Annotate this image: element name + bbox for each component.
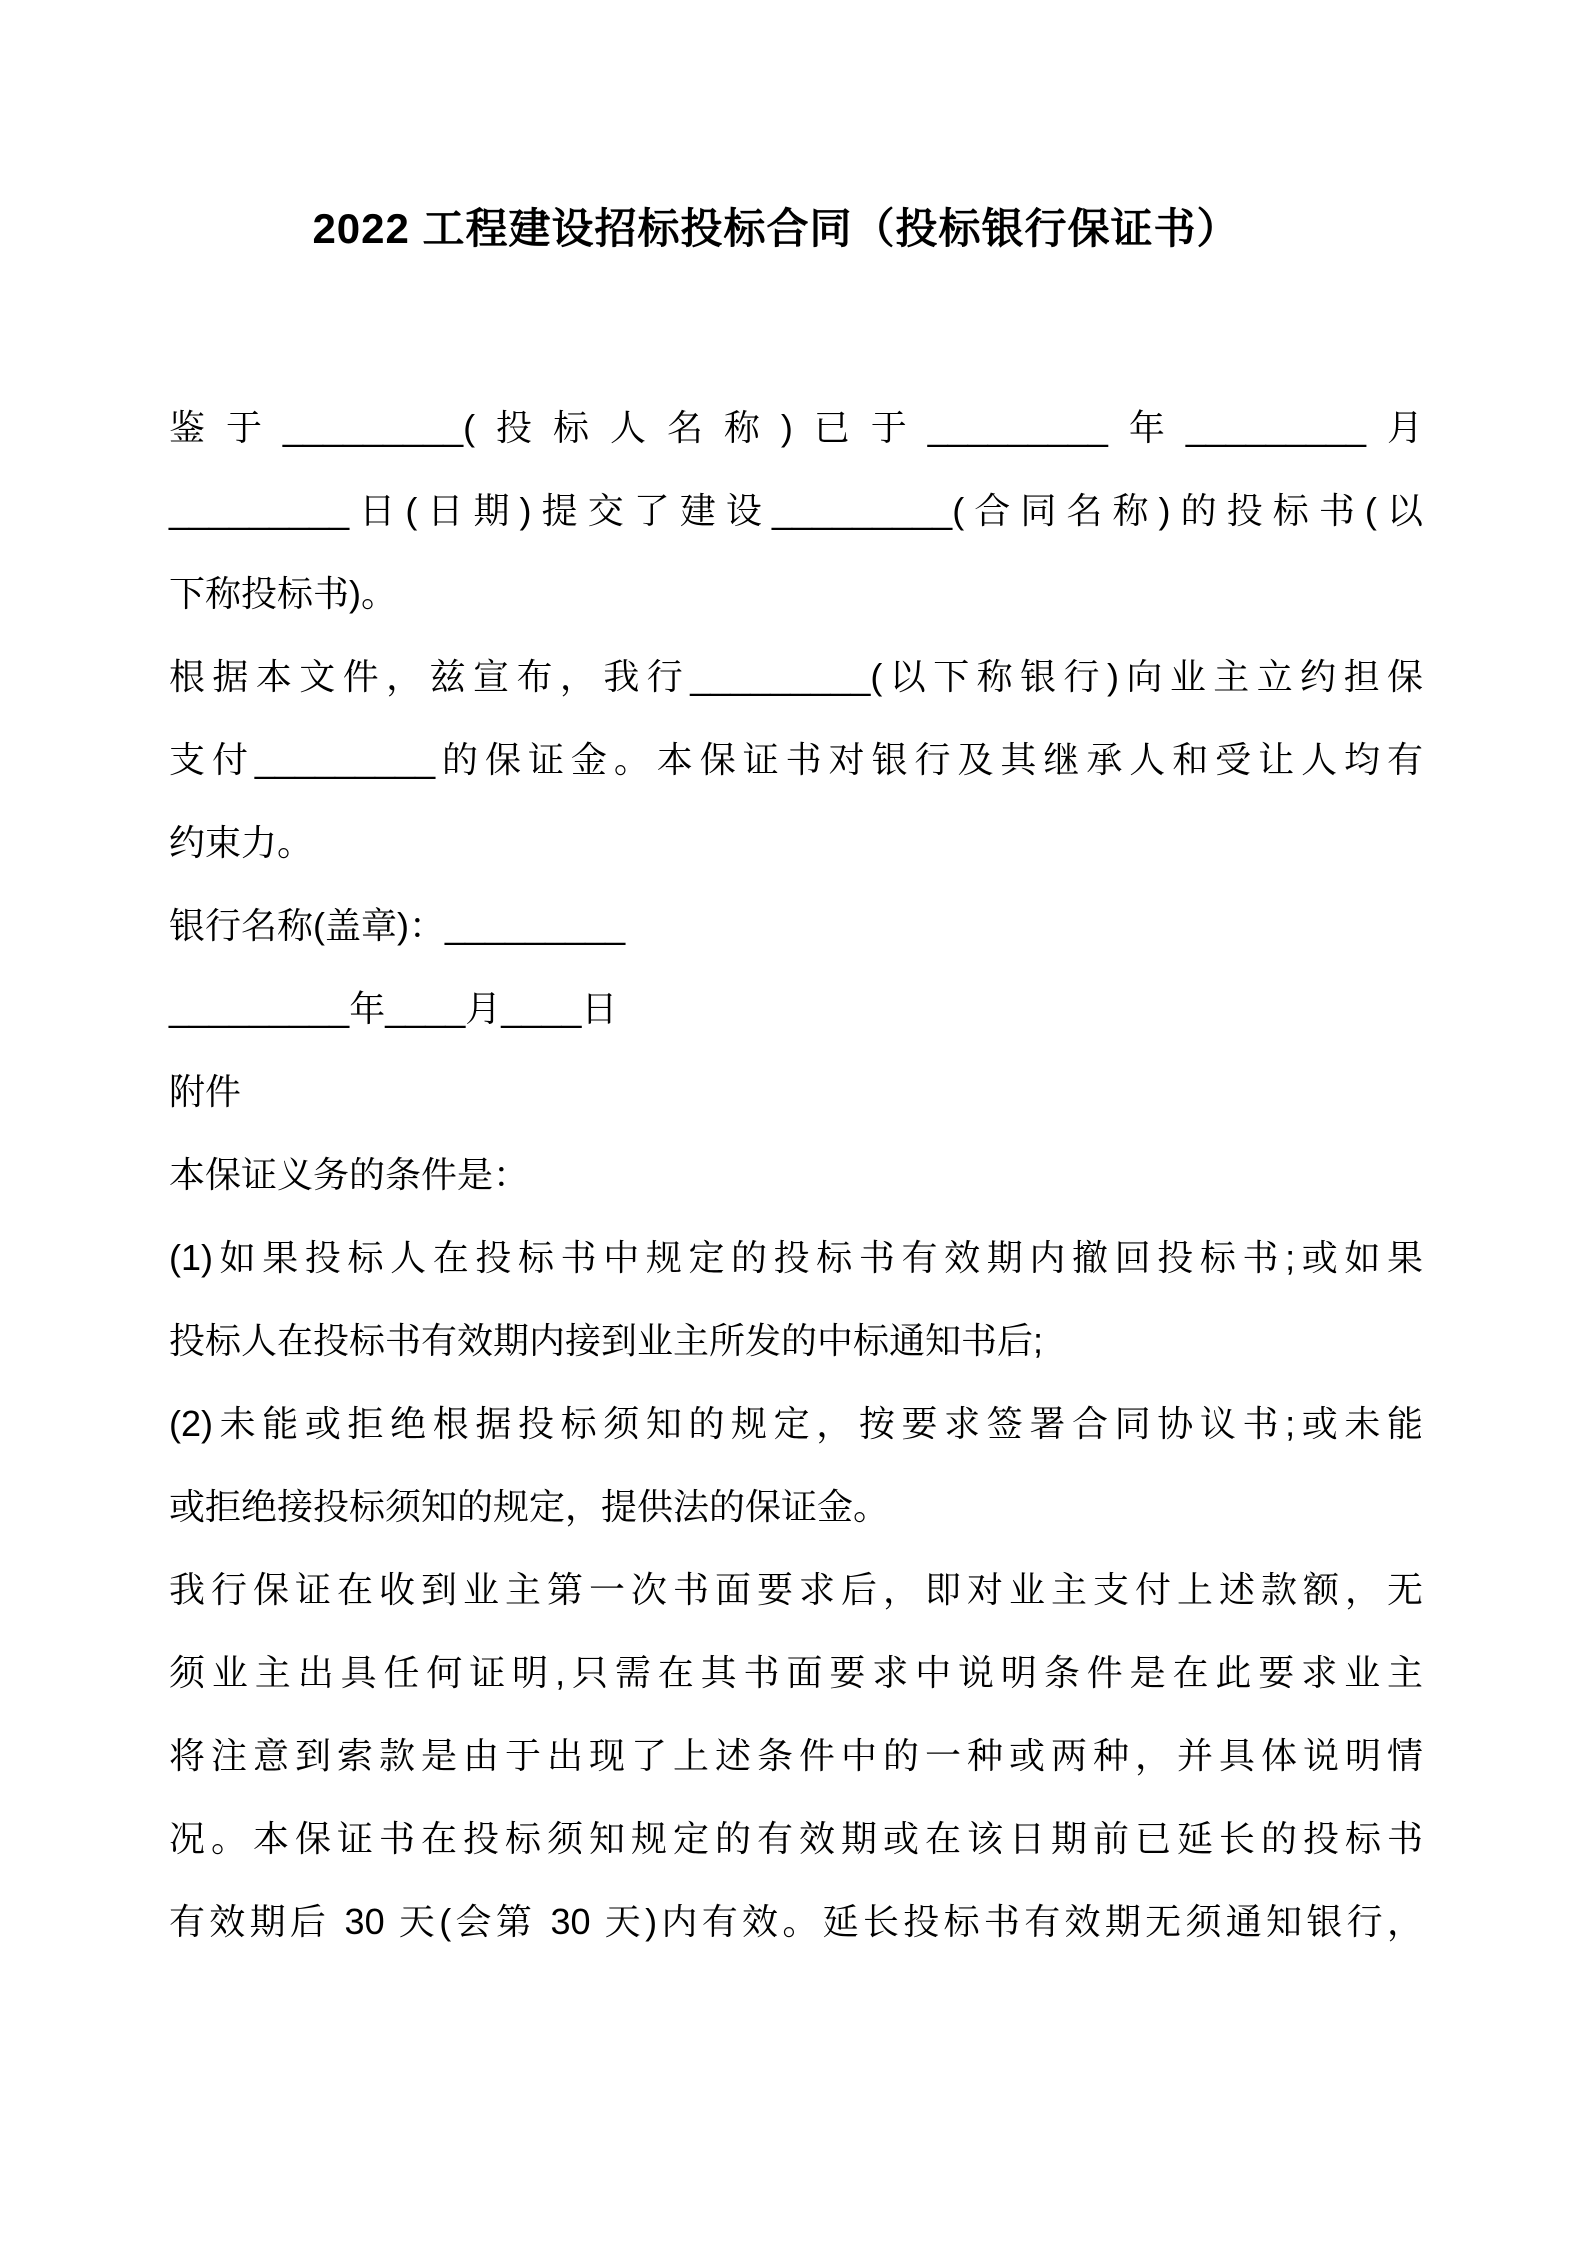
- text-line: 将注意到索款是由于出现了上述条件中的一种或两种，并具体说明情: [169, 1735, 1423, 1776]
- text-line: 或拒绝接投标须知的规定，提供法的保证金。: [169, 1486, 890, 1527]
- text-line: (2)未能或拒绝根据投标须知的规定，按要求签署合同协议书;或未能: [169, 1403, 1423, 1444]
- text-line: 况。本保证书在投标须知规定的有效期或在该日期前已延长的投标书: [169, 1818, 1423, 1859]
- text-line: _________日(日期)提交了建设_________(合同名称)的投标书(以: [169, 490, 1423, 531]
- text-line: 约束力。: [169, 822, 314, 863]
- document-content: [169, 200, 1423, 1963]
- text-line: _________年____月____日: [169, 988, 618, 1029]
- text-line: (1)如果投标人在投标书中规定的投标书有效期内撤回投标书;或如果: [169, 1237, 1423, 1278]
- text-line: 根据本文件，兹宣布，我行_________(以下称银行)向业主立约担保: [169, 656, 1423, 697]
- text-line: 有效期后 30 天(会第 30 天)内有效。延长投标书有效期无须通知银行，: [169, 1901, 1423, 1942]
- text-line: 须业主出具任何证明,只需在其书面要求中说明条件是在此要求业主: [169, 1652, 1423, 1693]
- document-body: [169, 386, 1423, 1963]
- text-line: 下称投标书)。: [169, 573, 397, 614]
- text-line: 投标人在投标书有效期内接到业主所发的中标通知书后;: [169, 1320, 1044, 1361]
- text-line: 银行名称(盖章)：_________: [169, 905, 626, 946]
- text-line: 支付_________的保证金。本保证书对银行及其继承人和受让人均有: [169, 739, 1423, 780]
- text-line: 鉴于_________(投标人名称)已于_________年_________月: [169, 407, 1423, 448]
- document-title: 2022 工程建设招标投标合同（投标银行保证书）: [312, 205, 1240, 252]
- text-line: 我行保证在收到业主第一次书面要求后，即对业主支付上述款额，无: [169, 1569, 1423, 1610]
- text-line: 本保证义务的条件是：: [169, 1154, 530, 1195]
- text-line: 附件: [169, 1071, 242, 1112]
